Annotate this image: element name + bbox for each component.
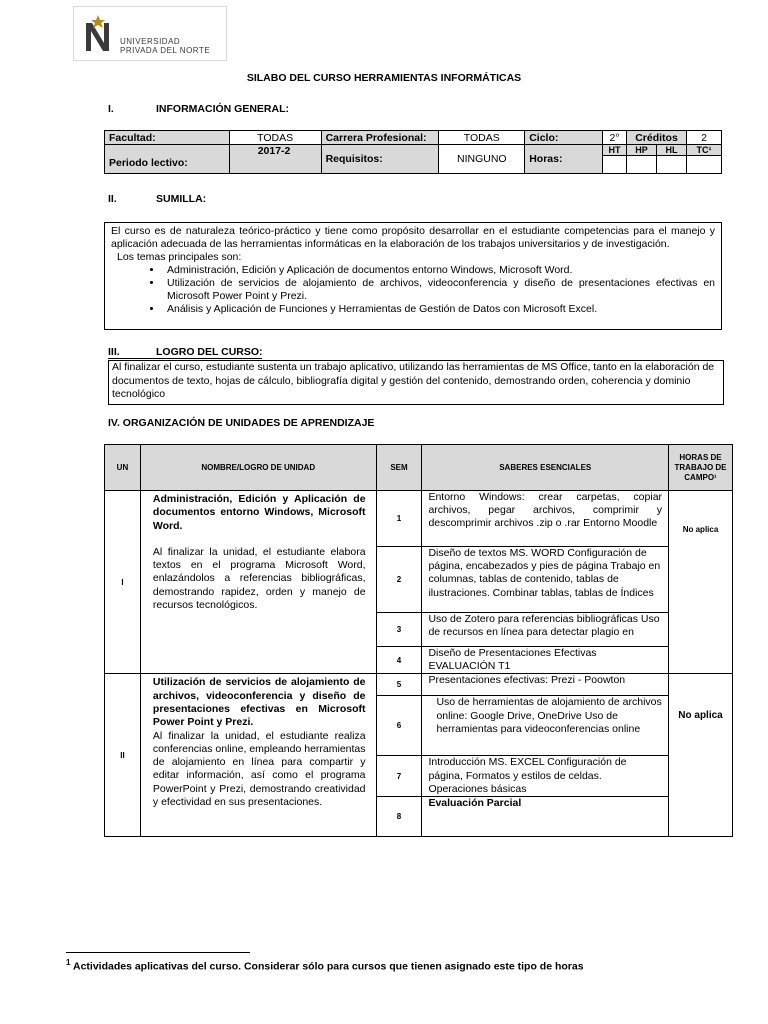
requisitos-label: Requisitos: xyxy=(321,145,439,174)
ciclo-label: Ciclo: xyxy=(525,131,603,145)
footnote-text: Actividades aplicativas del curso. Considerar sólo para cursos que tienen asignado este tipo de horas xyxy=(72,960,584,973)
carrera-label: Carrera Profesional: xyxy=(321,131,439,145)
week-number: 4 xyxy=(376,647,422,674)
week-number: 7 xyxy=(376,756,422,797)
unit-horas: No aplica xyxy=(669,491,733,674)
ciclo-value: 2° xyxy=(603,131,627,145)
unit-horas: No aplica xyxy=(669,674,733,837)
footnote-mark: 1 xyxy=(66,958,71,967)
col-header-un: UN xyxy=(105,445,141,491)
unit-logro: Al finalizar la unidad, el estudiante elabora textos en el programa Microsoft Word, enlazándolos a referencias bibliográficas, demostrando rapidez, orden y manejo de recursos tecnológicos. xyxy=(152,545,366,612)
footnote xyxy=(66,958,584,973)
facultad-label: Facultad: xyxy=(105,131,230,145)
week-saberes: Presentaciones efectivas: Prezi - Poowton xyxy=(422,674,669,696)
tc-header: TC¹ xyxy=(686,145,721,156)
unit-number: II xyxy=(105,674,141,837)
week-number: 8 xyxy=(376,797,422,837)
sumilla-box xyxy=(104,222,722,330)
general-info-table xyxy=(104,130,722,174)
unit-number: I xyxy=(105,491,141,674)
week-saberes: Introducción MS. EXCEL Configuración de página, Formatos y estilos de celdas. Operaciones básicas xyxy=(422,756,669,797)
university-logo xyxy=(73,6,227,61)
section-3-underline xyxy=(108,358,262,359)
week-number: 6 xyxy=(376,696,422,756)
week-number: 5 xyxy=(376,674,422,696)
theme-item: • Análisis y Aplicación de Funciones y Herramientas de Gestión de Datos con Microsoft Excel. xyxy=(163,303,715,316)
week-number: 1 xyxy=(376,491,422,547)
unit-name-cell xyxy=(140,491,376,674)
units-table xyxy=(104,444,733,837)
horas-label: Horas: xyxy=(525,145,603,174)
col-header-saberes: SABERES ESENCIALES xyxy=(422,445,669,491)
facultad-value: TODAS xyxy=(229,131,321,145)
tc-value xyxy=(686,156,721,174)
week-saberes: Entorno Windows: crear carpetas, copiar archivos, pegar archivos, comprimir y descomprimir archivos .zip o .rar Entorno Moodle xyxy=(422,491,669,547)
week-number: 3 xyxy=(376,613,422,647)
theme-item: • Administración, Edición y Aplicación de documentos entorno Windows, Microsoft Word. xyxy=(163,264,715,277)
logro-box: Al finalizar el curso, estudiante sustenta un trabajo aplicativo, utilizando las herramientas de MS Office, tanto en la elaboración de documentos de texto, hojas de cálculo, bibliografía digital y gestión del contenido, demostrando orden, coherencia y dominio tecnológico xyxy=(108,360,724,405)
themes-list xyxy=(111,264,715,316)
creditos-label: Créditos xyxy=(627,131,687,145)
hl-value xyxy=(657,156,687,174)
logo-text: UNIVERSIDAD PRIVADA DEL NORTE xyxy=(120,37,211,55)
hp-value xyxy=(627,156,657,174)
unit-name: Utilización de servicios de alojamiento de archivos, videoconferencia y diseño de presentaciones efectivas en Microsoft Power Point y Prezi. xyxy=(152,676,366,729)
unit-name: Administración, Edición y Aplicación de documentos entorno Windows, Microsoft Word. xyxy=(152,493,366,532)
creditos-value: 2 xyxy=(686,131,721,145)
unit-logro: Al finalizar la unidad, el estudiante realiza conferencias online, empleando herramientas de alojamiento en línea para compartir y editar información, así como el programa PowerPoint y Prezi, demostrando creatividad y efectividad en sus presentaciones. xyxy=(152,729,366,809)
week-number: 2 xyxy=(376,547,422,613)
col-header-sem: SEM xyxy=(376,445,422,491)
hp-header: HP xyxy=(627,145,657,156)
footnote-divider xyxy=(66,952,250,953)
week-saberes: Uso de herramientas de alojamiento de archivos online: Google Drive, OneDrive Uso de herramientas para videoconferencias online xyxy=(422,696,669,756)
ht-header: HT xyxy=(603,145,627,156)
ht-value xyxy=(603,156,627,174)
periodo-label: Periodo lectivo: xyxy=(105,145,230,174)
document-title: SILABO DEL CURSO HERRAMIENTAS INFORMÁTICAS xyxy=(246,72,522,84)
carrera-value: TODAS xyxy=(439,131,525,145)
section-2-heading: II. SUMILLA: xyxy=(108,193,207,205)
week-saberes: Diseño de Presentaciones Efectivas EVALUACIÓN T1 xyxy=(422,647,669,674)
theme-item: • Utilización de servicios de alojamiento de archivos, videoconferencia y diseño de presentaciones efectivas en Microsoft Power Point y Prezi. xyxy=(163,277,715,303)
section-3-heading: III. LOGRO DEL CURSO: xyxy=(108,346,263,358)
week-saberes: Diseño de textos MS. WORD Configuración de página, encabezados y pies de página Trabajo en columnas, tablas de contenido, tablas de ilustraciones. Combinar tablas, tablas de Índices xyxy=(422,547,669,613)
section-4-heading: IV. ORGANIZACIÓN DE UNIDADES DE APRENDIZAJE xyxy=(108,417,375,429)
hl-header: HL xyxy=(657,145,687,156)
col-header-nombre: NOMBRE/LOGRO DE UNIDAD xyxy=(140,445,376,491)
unit-name-cell xyxy=(140,674,376,837)
table-row xyxy=(105,674,733,696)
week-saberes: Evaluación Parcial xyxy=(422,797,669,837)
requisitos-value: NINGUNO xyxy=(439,145,525,174)
periodo-value: 2017-2 xyxy=(229,145,321,174)
col-header-horas: HORAS DE TRABAJO DE CAMPO¹ xyxy=(669,445,733,491)
week-saberes: Uso de Zotero para referencias bibliográficas Uso de recursos en línea para detectar plagio en xyxy=(422,613,669,647)
sumilla-paragraph: El curso es de naturaleza teórico-práctico y tiene como propósito desarrollar en el estudiante competencias para el manejo y aplicación adecuada de las herramientas informáticas en la elaboración de los trabajos universitarios y de investigación. xyxy=(111,225,715,250)
themes-intro: Los temas principales son: xyxy=(117,251,242,263)
upn-logo-icon xyxy=(82,15,114,55)
section-1-heading: I. INFORMACIÓN GENERAL: xyxy=(108,103,289,115)
table-row xyxy=(105,491,733,547)
